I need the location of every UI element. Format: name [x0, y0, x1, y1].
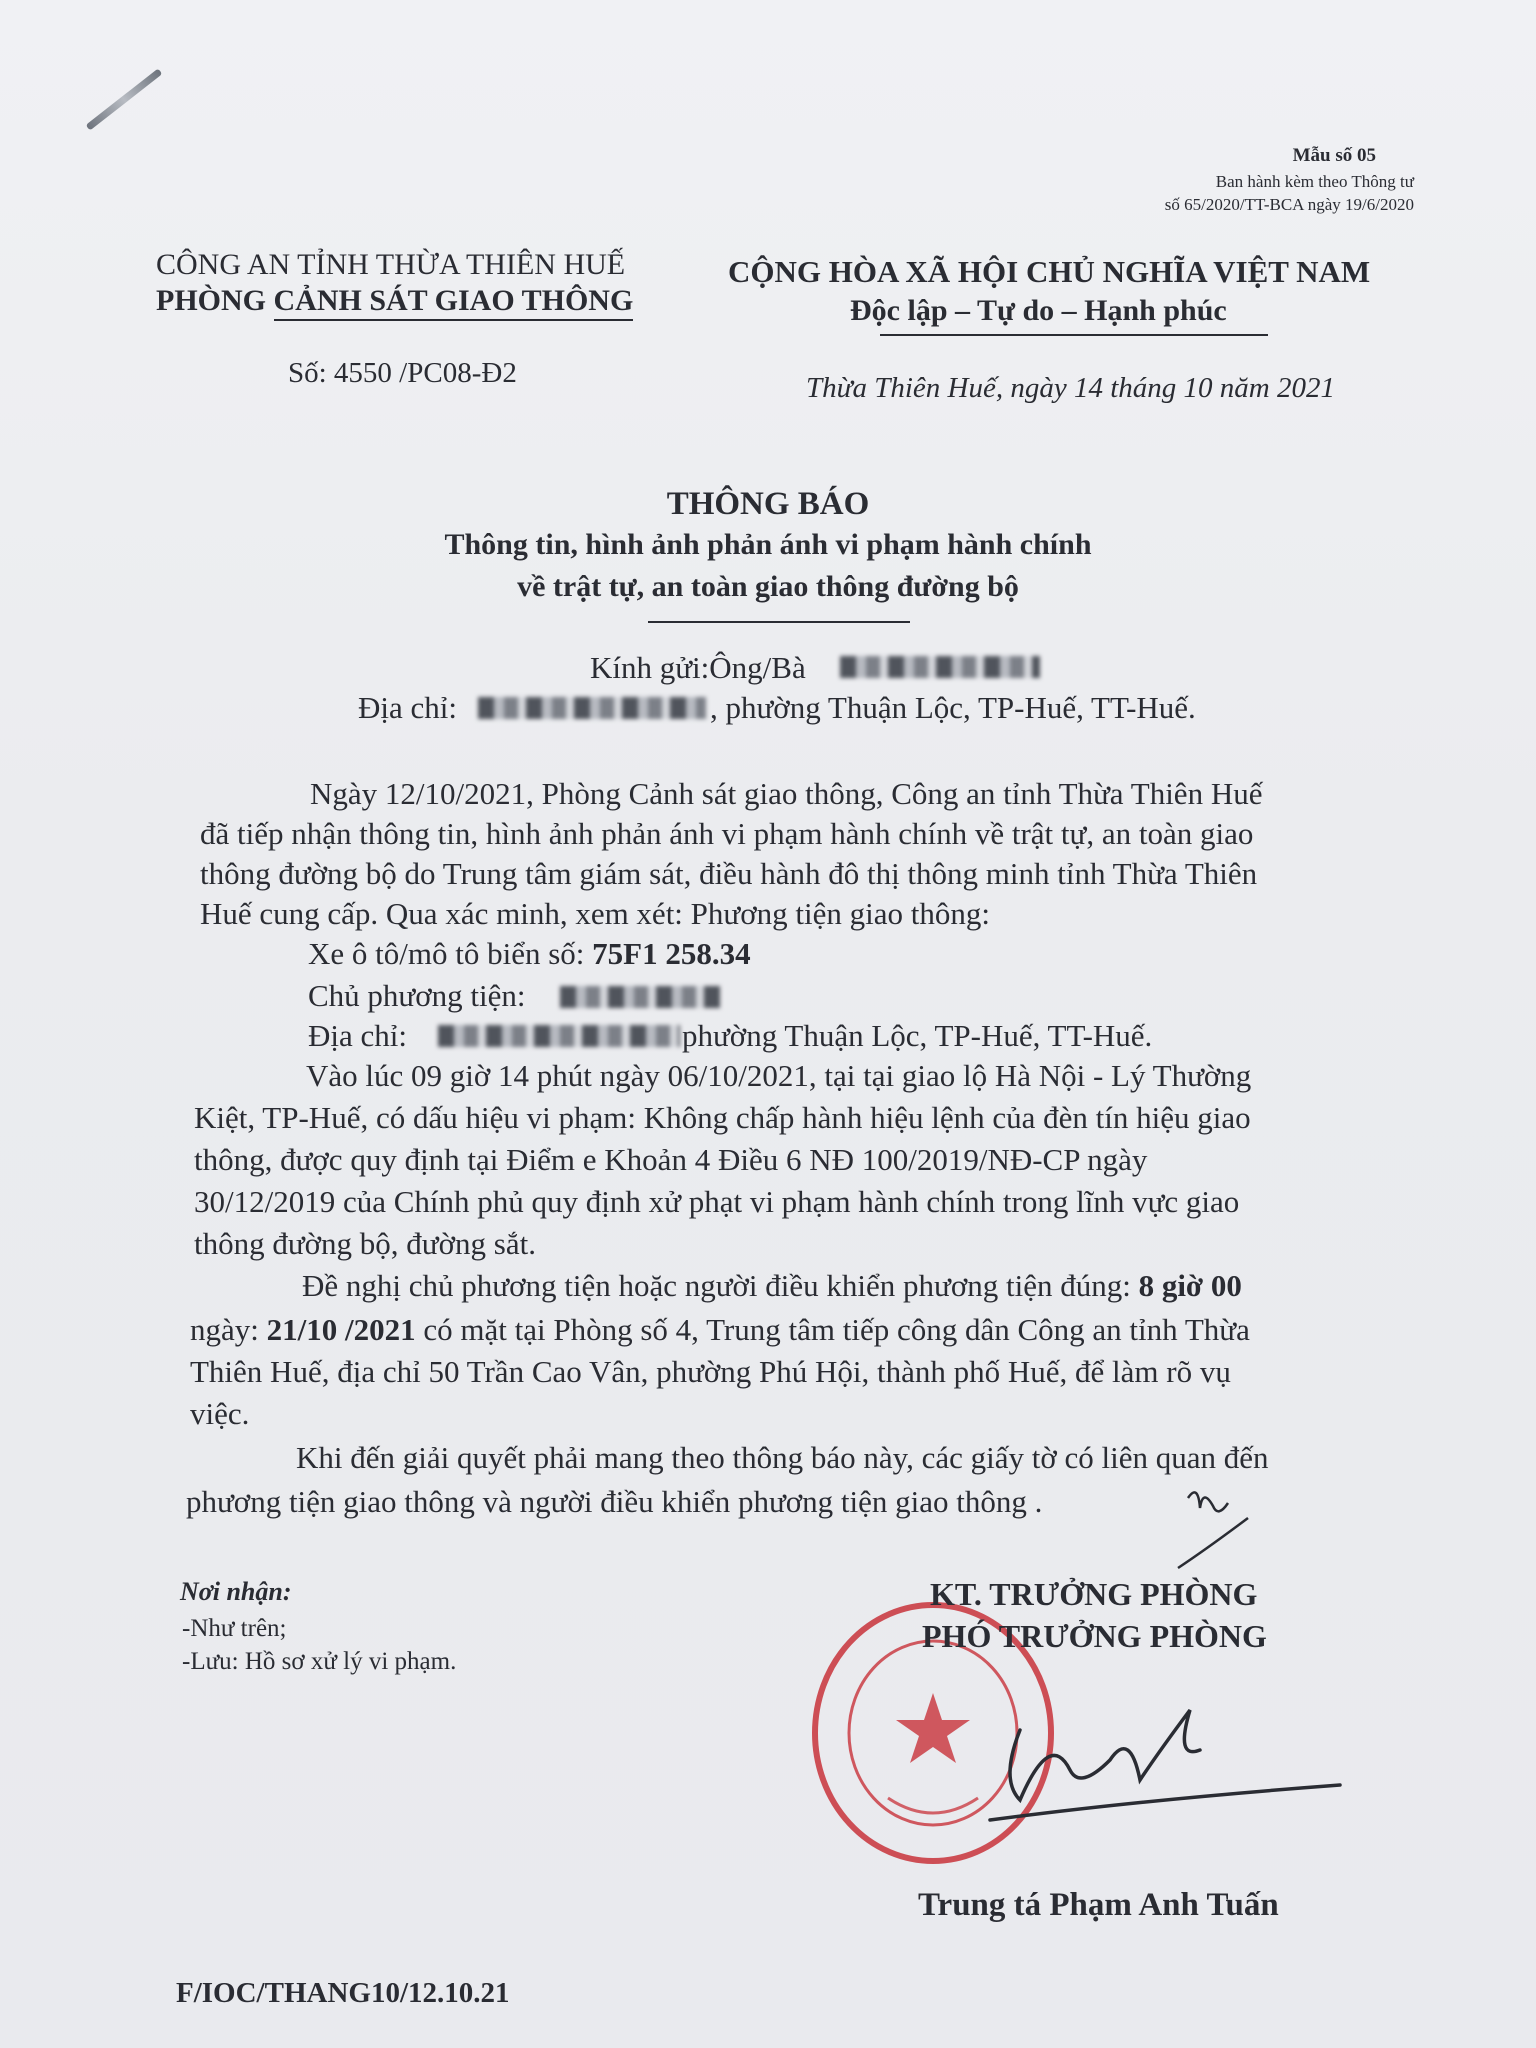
redacted-owner-address	[438, 1025, 680, 1047]
signature-title-2: PHÓ TRƯỞNG PHÒNG	[922, 1618, 1267, 1654]
body-p1-line-2: đã tiếp nhận thông tin, hình ảnh phản ánh vi phạm hành chính về trật tự, an toàn giao	[200, 816, 1254, 851]
agency-prefix: PHÒNG	[156, 284, 266, 317]
agency-parent: CÔNG AN TỈNH THỪA THIÊN HUẾ	[156, 248, 626, 281]
body-p2-line-5: thông đường bộ, đường sắt.	[194, 1226, 536, 1261]
appointment-date: 21/10 /2021	[266, 1312, 416, 1347]
owner-label: Chủ phương tiện:	[308, 978, 526, 1013]
document-title: THÔNG BÁO	[666, 486, 870, 522]
addressee-address-tail: , phường Thuận Lộc, TP-Huế, TT-Huế.	[710, 690, 1196, 725]
body-p3-line-3: Thiên Huế, địa chỉ 50 Trần Cao Vân, phường Phú Hội, thành phố Huế, để làm rõ vụ	[190, 1354, 1231, 1389]
initial-mark	[1168, 1478, 1258, 1578]
redacted-name	[840, 656, 1040, 678]
signer-name: Trung tá Phạm Anh Tuấn	[918, 1887, 1279, 1923]
body-p1-line-1: Ngày 12/10/2021, Phòng Cảnh sát giao thông, Công an tỉnh Thừa Thiên Huế	[310, 776, 1263, 811]
recipient-item-1: -Như trên;	[182, 1615, 287, 1642]
document-number: Số: 4550 /PC08-Đ2	[288, 357, 517, 389]
agency-name	[156, 284, 633, 318]
agency-name-underlined: CẢNH SÁT GIAO THÔNG	[274, 284, 634, 321]
owner-address-tail: phường Thuận Lộc, TP-Huế, TT-Huế.	[682, 1018, 1153, 1053]
title-line-2: về trật tự, an toàn giao thông đường bộ	[517, 570, 1019, 603]
redacted-address	[478, 697, 706, 719]
title-underline	[648, 621, 910, 623]
recipient-item-2: -Lưu: Hồ sơ xử lý vi phạm.	[182, 1648, 457, 1675]
plate-value: 75F1 258.34	[592, 936, 751, 971]
p3-start: Đề nghị chủ phương tiện hoặc người điều khiển phương tiện đúng:	[302, 1268, 1131, 1303]
appointment-time: 8 giờ 00	[1138, 1268, 1242, 1303]
body-p2-line-2: Kiệt, TP-Huế, có dấu hiệu vi phạm: Không chấp hành hiệu lệnh của đèn tín hiệu giao	[194, 1100, 1251, 1135]
body-p2-line-4: 30/12/2019 của Chính phủ quy định xử phạt vi phạm hành chính trong lĩnh vực giao	[194, 1184, 1240, 1219]
form-issued: Ban hành kèm theo Thông tư	[1215, 172, 1414, 191]
p3-day-label: ngày:	[190, 1312, 259, 1347]
plate-label: Xe ô tô/mô tô biển số:	[308, 936, 585, 971]
body-p3-line-1	[302, 1268, 1242, 1304]
form-circular: số 65/2020/TT-BCA ngày 19/6/2020	[1164, 195, 1414, 214]
signature-title-1: KT. TRƯỞNG PHÒNG	[930, 1576, 1258, 1612]
p3-rest: có mặt tại Phòng số 4, Trung tâm tiếp công dân Công an tỉnh Thừa	[423, 1312, 1250, 1347]
plate-row	[308, 936, 751, 972]
staple	[86, 68, 163, 130]
body-p2-line-1: Vào lúc 09 giờ 14 phút ngày 06/10/2021, tại tại giao lộ Hà Nội - Lý Thường	[306, 1058, 1252, 1093]
title-line-1: Thông tin, hình ảnh phản ánh vi phạm hành chính	[444, 528, 1092, 561]
motto: Độc lập – Tự do – Hạnh phúc	[850, 294, 1227, 327]
place-date: Thừa Thiên Huế, ngày 14 tháng 10 năm 2021	[806, 372, 1335, 404]
redacted-owner	[560, 986, 720, 1008]
body-p4-line-2: phương tiện giao thông và người điều khiển phương tiện giao thông .	[186, 1484, 1043, 1519]
nation-title: CỘNG HÒA XÃ HỘI CHỦ NGHĨA VIỆT NAM	[728, 254, 1371, 289]
handwritten-signature	[960, 1690, 1350, 1830]
addressee-address-label: Địa chỉ:	[358, 690, 457, 725]
owner-address-label: Địa chỉ:	[308, 1018, 407, 1053]
recipients-label: Nơi nhận:	[180, 1577, 292, 1606]
motto-underline	[880, 334, 1268, 336]
body-p2-line-3: thông, được quy định tại Điểm e Khoản 4 Điều 6 NĐ 100/2019/NĐ-CP ngày	[194, 1142, 1148, 1177]
body-p1-line-4: Huế cung cấp. Qua xác minh, xem xét: Phương tiện giao thông:	[200, 896, 990, 931]
reference-code: F/IOC/THANG10/12.10.21	[176, 1977, 510, 2009]
body-p4-line-1: Khi đến giải quyết phải mang theo thông báo này, các giấy tờ có liên quan đến	[296, 1440, 1269, 1475]
body-p3-line-4: việc.	[190, 1396, 250, 1431]
body-p3-line-2	[190, 1312, 1250, 1348]
body-p1-line-3: thông đường bộ do Trung tâm giám sát, điều hành đô thị thông minh tỉnh Thừa Thiên	[200, 856, 1258, 891]
form-number: Mẫu số 05	[1292, 145, 1376, 166]
addressee-greeting: Kính gửi:Ông/Bà	[590, 650, 806, 685]
